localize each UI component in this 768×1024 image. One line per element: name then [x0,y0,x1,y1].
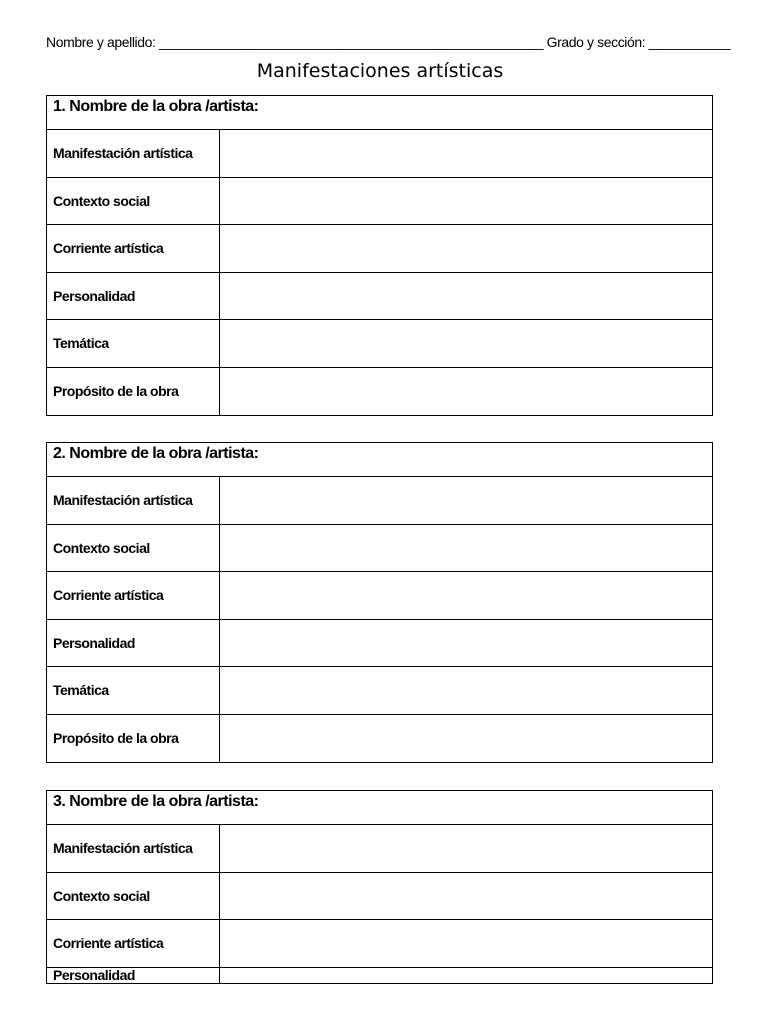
table-row [47,620,712,668]
answer-cell[interactable] [220,130,712,177]
row-label: Personalidad [47,273,220,320]
page-title: Manifestaciones artísticas [256,60,504,82]
table-row [47,368,712,416]
table-row [47,225,712,273]
row-label: Propósito de la obra [47,715,220,763]
answer-cell[interactable] [220,477,712,524]
row-label: Corriente artística [47,225,220,272]
table-row [47,920,712,968]
name-label: Nombre y apellido: [46,34,156,50]
row-label: Contexto social [47,525,220,572]
answer-cell[interactable] [220,368,712,416]
row-label: Temática [47,667,220,714]
artwork-name-heading: 1. Nombre de la obra /artista: [47,96,712,130]
table-row [47,825,712,873]
answer-cell[interactable] [220,225,712,272]
answer-cell[interactable] [220,968,712,984]
table-row [47,320,712,368]
answer-cell[interactable] [220,320,712,367]
row-label: Propósito de la obra [47,368,220,416]
grade-blank[interactable]: ___________ [648,34,731,50]
answer-cell[interactable] [220,525,712,572]
answer-cell[interactable] [220,825,712,872]
answer-cell[interactable] [220,667,712,714]
table-row [47,572,712,620]
row-label: Contexto social [47,178,220,225]
answer-cell[interactable] [220,715,712,763]
artwork-table-1 [46,95,713,416]
row-label: Manifestación artística [47,477,220,524]
table-row [47,525,712,573]
row-label: Corriente artística [47,572,220,619]
row-label: Manifestación artística [47,130,220,177]
answer-cell[interactable] [220,572,712,619]
artwork-name-heading: 2. Nombre de la obra /artista: [47,443,712,477]
artwork-table-3 [46,790,713,984]
answer-cell[interactable] [220,620,712,667]
table-row [47,477,712,525]
row-label: Contexto social [47,873,220,920]
answer-cell[interactable] [220,178,712,225]
answer-cell[interactable] [220,920,712,967]
grade-label: Grado y sección: [546,34,646,50]
row-label: Manifestación artística [47,825,220,872]
name-blank[interactable]: ____________________________________________________ [159,34,544,50]
row-label: Personalidad [47,968,220,984]
row-label: Temática [47,320,220,367]
row-label: Personalidad [47,620,220,667]
artwork-name-heading: 3. Nombre de la obra /artista: [47,791,712,825]
table-row [47,715,712,763]
table-row [47,130,712,178]
artwork-table-2 [46,442,713,763]
row-label: Corriente artística [47,920,220,967]
table-row [47,273,712,321]
table-row [47,667,712,715]
answer-cell[interactable] [220,873,712,920]
table-row [47,873,712,921]
student-info-line [46,33,731,53]
table-row [47,178,712,226]
answer-cell[interactable] [220,273,712,320]
table-row [47,968,712,984]
